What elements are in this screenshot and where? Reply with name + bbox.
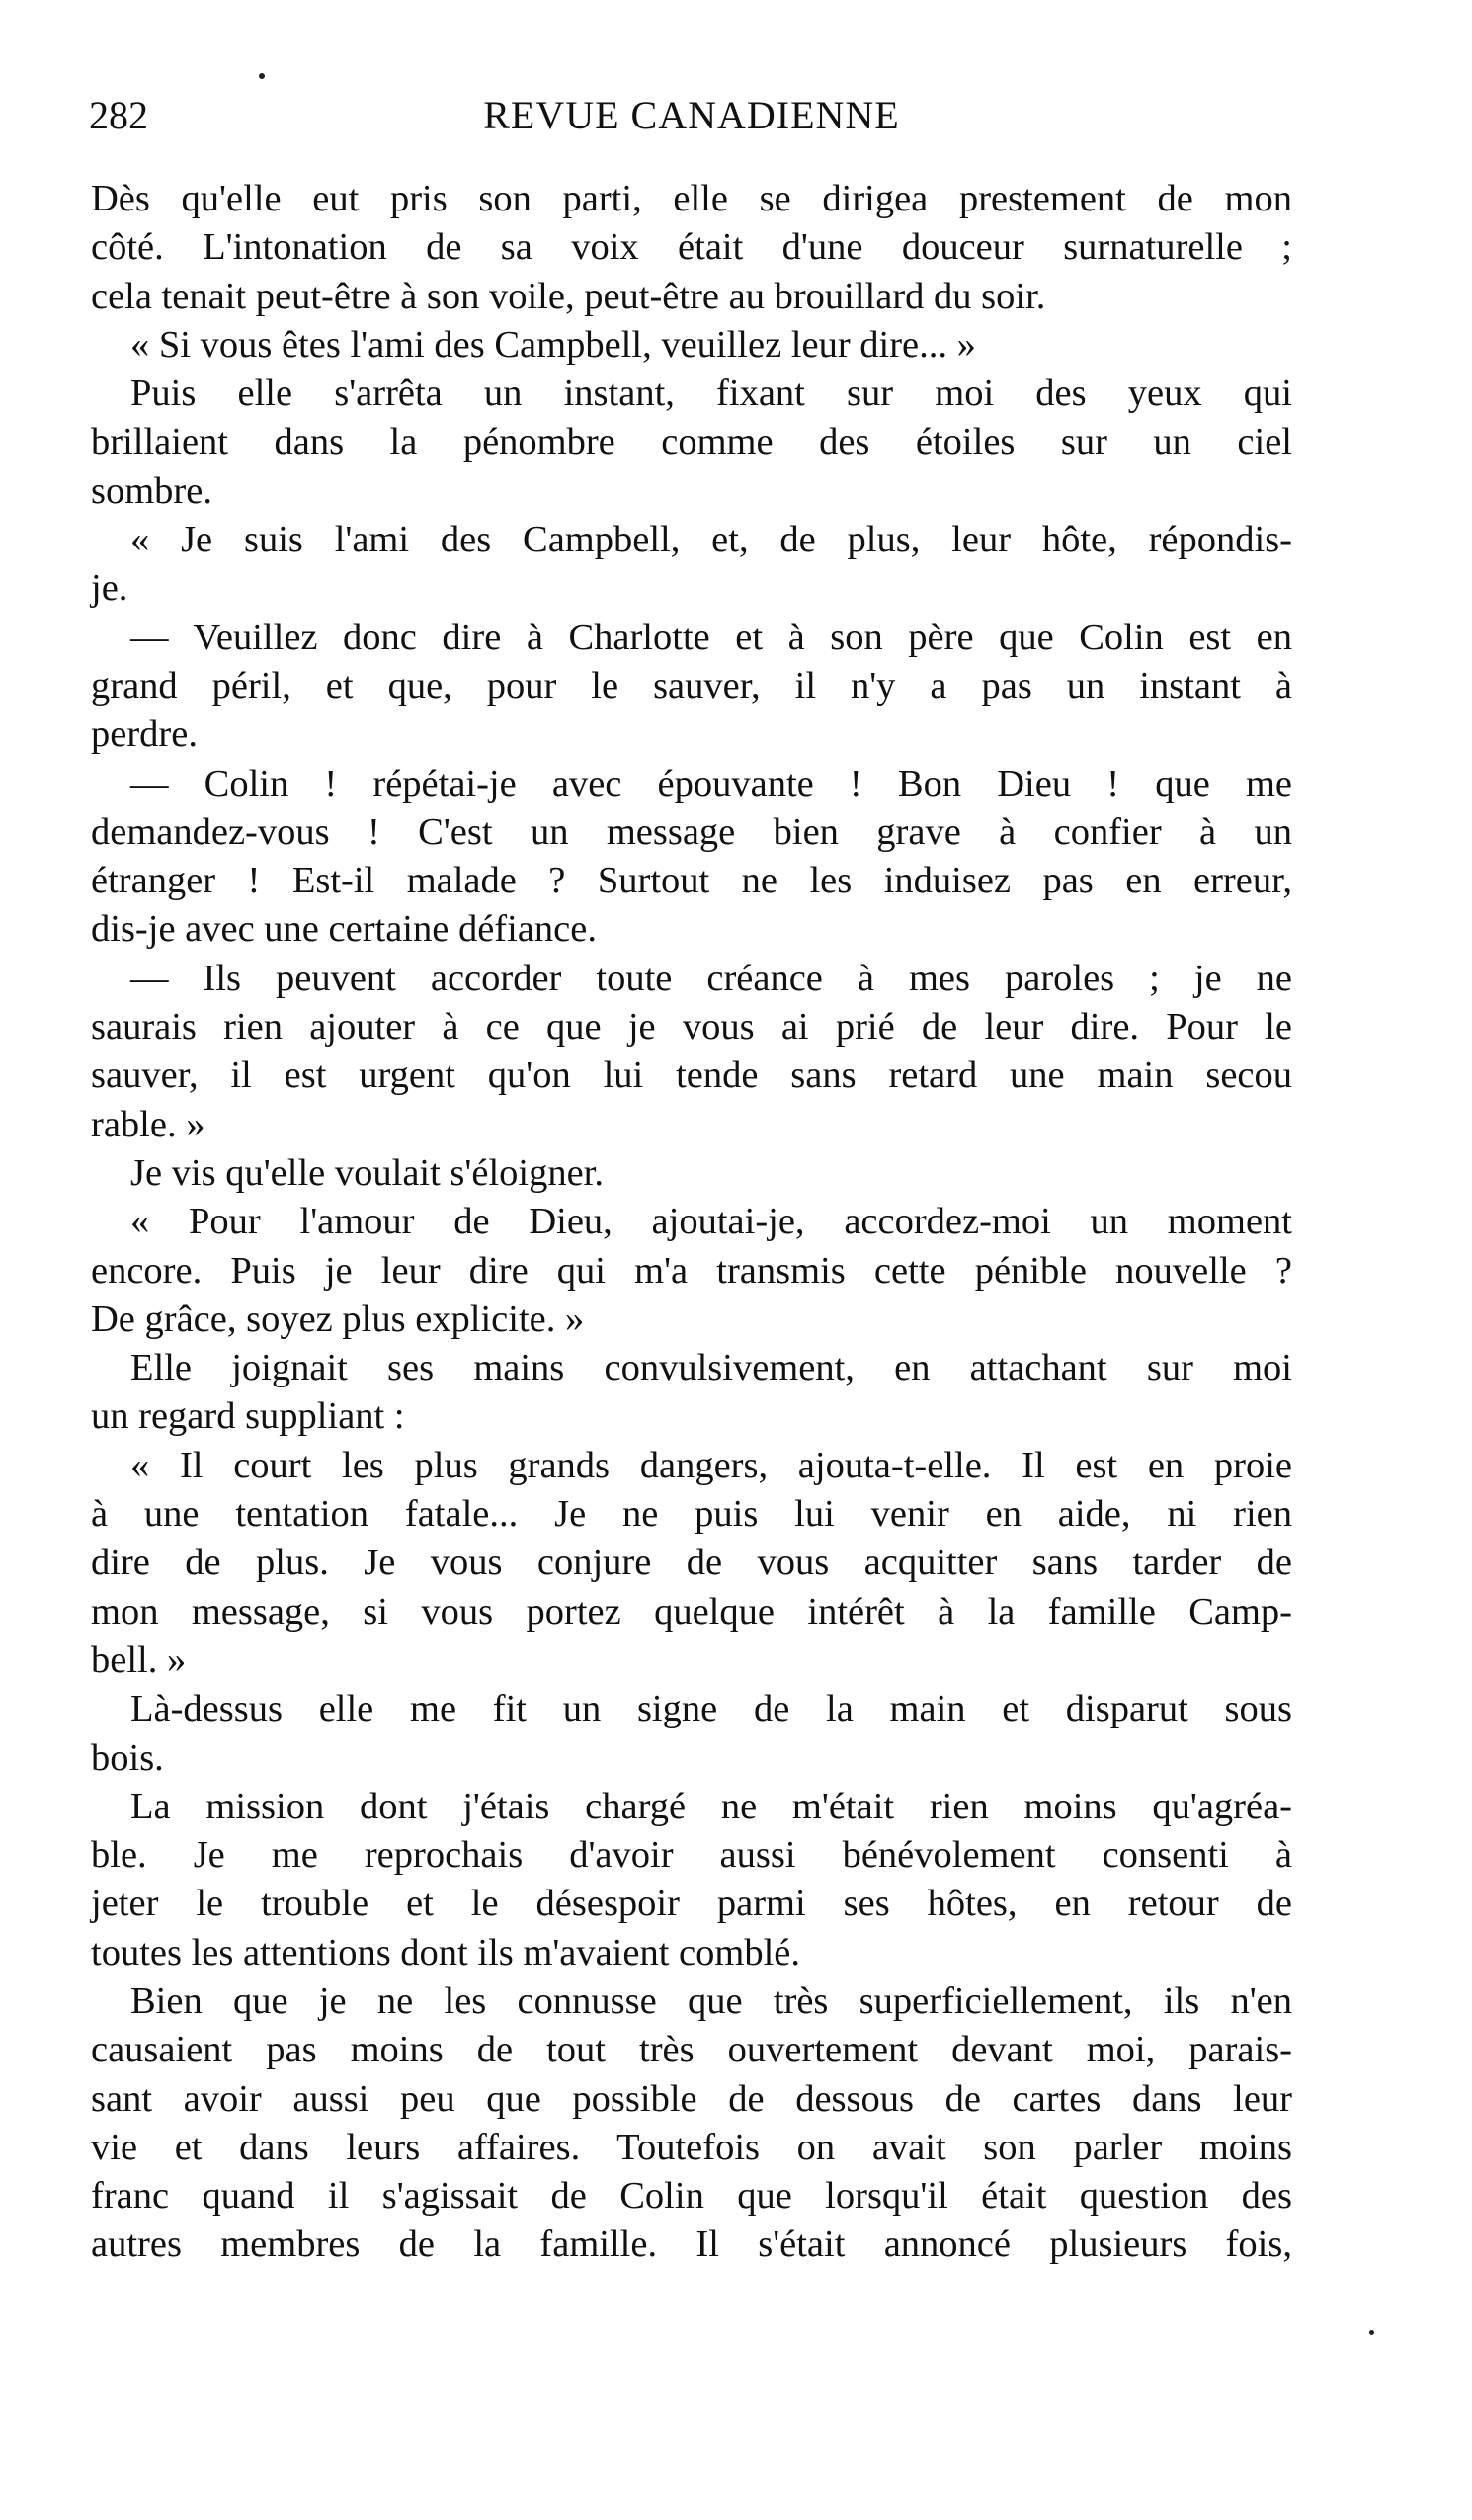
page-header	[89, 91, 1294, 140]
text-line: à une tentation fatale... Je ne puis lui venir en aide, ni rien	[91, 1493, 1292, 1536]
text-line: Je vis qu'elle voulait s'éloigner.	[130, 1151, 604, 1194]
text-line: De grâce, soyez plus explicite. »	[91, 1298, 585, 1340]
running-title: REVUE CANADIENNE	[483, 93, 900, 137]
text-line: Bien que je ne les connusse que très superficiellement, ils n'en	[130, 1979, 1292, 2022]
text-line: sombre.	[91, 469, 212, 512]
text-line: « Il court les plus grands dangers, ajouta-t-elle. Il est en proie	[130, 1444, 1292, 1486]
text-line: Dès qu'elle eut pris son parti, elle se dirigea prestement de mon	[91, 178, 1292, 219]
text-line: Elle joignait ses mains convulsivement, en attachant sur moi	[130, 1347, 1292, 1389]
text-line: saurais rien ajouter à ce que je vous ai prié de leur dire. Pour le	[91, 1006, 1292, 1049]
text-line: grand péril, et que, pour le sauver, il n'y a pas un instant à	[91, 664, 1292, 707]
text-line: « Si vous êtes l'ami des Campbell, veuillez leur dire... »	[130, 323, 976, 366]
text-line: La mission dont j'étais chargé ne m'était rien moins qu'agréa-	[130, 1785, 1292, 1827]
text-line: dis-je avec une certaine défiance.	[91, 908, 597, 951]
text-line: — Ils peuvent accorder toute créance à mes paroles ; je ne	[130, 957, 1292, 999]
text-line: je.	[91, 567, 128, 610]
text-line: côté. L'intonation de sa voix était d'une douceur surnaturelle ;	[91, 226, 1292, 269]
text-line: cela tenait peut-être à son voile, peut-être au brouillard du soir.	[91, 275, 1046, 317]
text-line: un regard suppliant :	[91, 1395, 405, 1438]
text-line: vie et dans leurs affaires. Toutefois on avait son parler moins	[91, 2126, 1292, 2168]
text-line: ble. Je me reprochais d'avoir aussi bénévolement consenti à	[91, 1834, 1292, 1877]
page-number: 282	[89, 93, 148, 137]
text-line: — Colin ! répétai-je avec épouvante ! Bon Dieu ! que me	[130, 762, 1292, 804]
text-line: brillaient dans la pénombre comme des étoiles sur un ciel	[91, 421, 1292, 463]
text-line: rable. »	[91, 1103, 205, 1145]
text-line: sant avoir aussi peu que possible de dessous de cartes dans leur	[91, 2077, 1292, 2120]
text-line: dire de plus. Je vous conjure de vous acquitter sans tarder de	[91, 1542, 1292, 1584]
text-line: franc quand il s'agissait de Colin que lorsqu'il était question des	[91, 2175, 1292, 2218]
text-line: bois.	[91, 1736, 164, 1779]
text-line: « Pour l'amour de Dieu, ajoutai-je, accordez-moi un moment	[130, 1201, 1292, 1243]
text-line: encore. Puis je leur dire qui m'a transmis cette pénible nouvelle ?	[91, 1249, 1292, 1292]
text-line: autres membres de la famille. Il s'était annoncé plusieurs fois,	[91, 2224, 1292, 2266]
text-line: toutes les attentions dont ils m'avaient comblé.	[91, 1931, 800, 1974]
text-line: étranger ! Est-il malade ? Surtout ne les induisez pas en erreur,	[91, 860, 1292, 902]
text-line: jeter le trouble et le désespoir parmi ses hôtes, en retour de	[91, 1883, 1292, 1925]
text-line: bell. »	[91, 1638, 187, 1681]
text-line: « Je suis l'ami des Campbell, et, de plus, leur hôte, répondis-	[130, 519, 1292, 561]
text-line: sauver, il est urgent qu'on lui tende sans retard une main secou	[91, 1054, 1292, 1097]
text-line: Là-dessus elle me fit un signe de la main et disparut sous	[130, 1688, 1292, 1730]
body-text	[91, 175, 1292, 2270]
text-line: Puis elle s'arrêta un instant, fixant sur moi des yeux qui	[130, 373, 1292, 415]
text-line: causaient pas moins de tout très ouvertement devant moi, parais-	[91, 2029, 1292, 2071]
text-line: mon message, si vous portez quelque intérêt à la famille Camp-	[91, 1590, 1292, 1633]
text-line: perdre.	[91, 714, 198, 756]
text-line: — Veuillez donc dire à Charlotte et à son père que Colin est en	[130, 616, 1292, 658]
ink-speck	[1369, 2330, 1374, 2335]
text-line: demandez-vous ! C'est un message bien grave à confier à un	[91, 810, 1292, 853]
ink-speck	[259, 73, 265, 79]
